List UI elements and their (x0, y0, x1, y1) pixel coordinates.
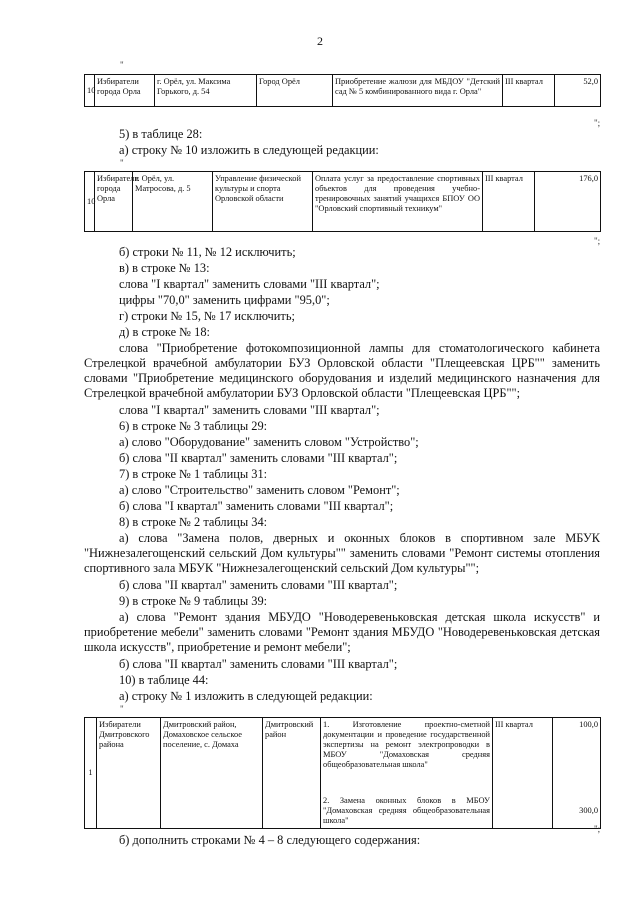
instruction-line: 7) в строке № 1 таблицы 31: (119, 467, 268, 481)
district-cell: Избиратели Дмитровского района (97, 718, 161, 829)
instruction-line: б) слова "II квартал" заменить словами "III квартал"; (119, 451, 398, 465)
instruction-line: слова "I квартал" заменить словами "III квартал"; (119, 403, 380, 417)
quote-mark: " (120, 158, 124, 168)
instruction-line: а) слово "Оборудование" заменить словом "Устройство"; (119, 435, 419, 449)
purpose-cell-1: 1. Изготовление проектно-сметной документации и проведение государственной экспертизы на ремонт электропроводки в МБОУ "Домаховская средняя общеобразовательная школа" (321, 718, 493, 794)
instruction-line: б) слова "I квартал" заменить словами "III квартал"; (119, 499, 394, 513)
paragraph-d: слова "Приобретение фотокомпозиционной лампы для стоматологического кабинета Стрелецкой врачебной амбулатории БУЗ Орловской области "Плещеевская ЦРБ"" заменить словами "Приобретение медицинского оборудования и изделий медицинского назначения для Стрелецкой врачебной амбулатории БУЗ Орловской области "Плещеевская ЦРБ""; (84, 341, 600, 400)
amount-cell: 176,0 (535, 172, 601, 232)
instruction-line: б) дополнить строками № 4 – 8 следующего содержания: (119, 833, 421, 847)
instruction-line: цифры "70,0" заменить цифрами "95,0"; (119, 293, 330, 307)
quote-mark: "; (594, 236, 601, 246)
quote-mark: " (120, 60, 124, 70)
recipient-cell: Управление физической культуры и спорта Орловской области (213, 172, 313, 232)
table-row-replacement-3 (84, 717, 601, 829)
instruction-line: б) строки № 11, № 12 исключить; (119, 245, 296, 259)
paragraph-8a: а) слова "Замена полов, дверных и оконных блоков в спортивном зале МБУК "Нижнезалегощенский сельский Дом культуры"" заменить словами "Ремонт системы отопления спортивного зала МБУК "Нижнезалегощенский сельский Дом культуры""; (84, 531, 600, 575)
district-cell: Избиратели города Орла (95, 75, 155, 107)
section-heading: 5) в таблице 28: (119, 127, 203, 141)
instruction-line: 8) в строке № 2 таблицы 34: (119, 515, 268, 529)
row-number: 10 (85, 172, 95, 232)
table-row-replacement-2 (84, 171, 601, 232)
instruction-line: б) слова "II квартал" заменить словами "III квартал"; (119, 578, 398, 592)
instruction-line: д) в строке № 18: (119, 325, 210, 339)
instruction-line: 6) в строке № 3 таблицы 29: (119, 419, 268, 433)
amount-cell-2: 300,0 (553, 794, 601, 829)
amount-cell-1: 100,0 (553, 718, 601, 794)
instruction-line: а) слово "Строительство" заменить словом "Ремонт"; (119, 483, 400, 497)
page-number: 2 (317, 34, 323, 48)
instruction-line: 9) в строке № 9 таблицы 39: (119, 594, 268, 608)
quote-mark: " (120, 704, 124, 714)
instruction-line: а) строку № 1 изложить в следующей редакции: (119, 689, 373, 703)
purpose-cell: Оплата услуг за предоставление спортивных объектов для проведения учебно-тренировочных занятий учащихся БПОУ ОО "Орловский спортивный техникум" (313, 172, 483, 232)
quarter-cell: III квартал (503, 75, 555, 107)
instruction-line: 10) в таблице 44: (119, 673, 209, 687)
instruction-line: слова "I квартал" заменить словами "III квартал"; (119, 277, 380, 291)
district-cell: Избиратели города Орла (95, 172, 133, 232)
recipient-cell: Город Орёл (257, 75, 333, 107)
address-cell: г. Орёл, ул. Матросова, д. 5 (133, 172, 213, 232)
quote-mark: "; (594, 824, 601, 834)
paragraph-9a: а) слова "Ремонт здания МБУДО "Новодеревеньковская детская школа искусств" и приобретение мебели" заменить словами "Ремонт здания МБУДО "Новодеревеньковская детская школа искусств", приобретение и ремонт мебели"; (84, 610, 600, 654)
quote-mark: "; (594, 118, 601, 128)
address-cell: г. Орёл, ул. Максима Горького, д. 54 (155, 75, 257, 107)
purpose-cell: Приобретение жалюзи для МБДОУ "Детский сад № 5 комбинированного вида г. Орла" (333, 75, 503, 107)
row-number: 1 (85, 718, 97, 829)
recipient-cell: Дмитровский район (263, 718, 321, 829)
instruction-line: в) в строке № 13: (119, 261, 210, 275)
amount-cell: 52,0 (555, 75, 601, 107)
address-cell: Дмитровский район, Домаховское сельское поселение, с. Домаха (161, 718, 263, 829)
instruction-line: г) строки № 15, № 17 исключить; (119, 309, 295, 323)
quarter-cell: III квартал (483, 172, 535, 232)
instruction-line: а) строку № 10 изложить в следующей редакции: (119, 143, 379, 157)
purpose-cell-2: 2. Замена оконных блоков в МБОУ "Домаховская средняя общеобразовательная школа" (321, 794, 493, 829)
row-number: 10 (85, 75, 95, 107)
table-row-replacement-1 (84, 74, 601, 107)
quarter-cell: III квартал (493, 718, 553, 829)
instruction-line: б) слова "II квартал" заменить словами "III квартал"; (119, 657, 398, 671)
